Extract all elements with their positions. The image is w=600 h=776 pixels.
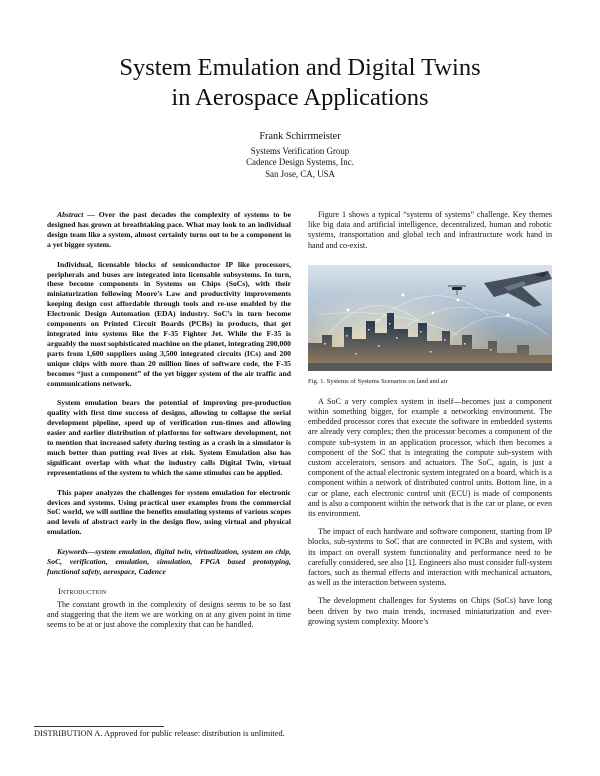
right-column bbox=[308, 210, 552, 635]
intro-paragraph: The constant growth in the complexity of designs seems to be so fast and staggering that the item we are working on at any given point in time seems to be at or just above the complexity that can be handled. bbox=[47, 599, 291, 630]
author-block bbox=[150, 130, 450, 180]
soc-component-paragraph: A SoC a very complex system in itself—becomes just a component within something bigger, for example a networking environment. The embedded processor cores that execute the software in embedded systems are already very complex; then the processor becomes a component of the compute sub-system in an application processor, which then becomes a component of the SoC that is integrating the compute sub-system with custom accelerators, sensors and actuators. The SoC, again, is just a component of the actual electronic system integrated on a board, which is a component within a network of distributed control units. Bottom line, in a car or plane, each electronic control unit (ECU) is made of components and is also a component within the network that is the car or plane, or even its environment. bbox=[308, 396, 552, 519]
abstract-paragraph-3: System emulation bears the potential of improving pre-production quality with first time success of designs, allowing to collapse the serial development pipeline, speed up of verification run-times and allowing easier and earlier distribution of platforms for software development, not to mention that increased safety during testing as a crash in a simulator is much better than putting real lives at risk. System Emulation also has significant overlap with what the industry calls Digital Twin, virtual representations of the system to which the same stimulus can be applied. bbox=[47, 398, 291, 477]
development-challenges-paragraph: The development challenges for Systems on Chips (SoCs) have long been driven by two main trends, increased miniaturization and ever-growing system complexity. Moore’s bbox=[308, 596, 552, 626]
affiliation-location: San Jose, CA, USA bbox=[265, 168, 335, 179]
abstract-label: Abstract — bbox=[57, 210, 95, 219]
component-impact-paragraph: The impact of each hardware and software component, starting from IP blocks, sub-systems to SoC that are connected in PCBs and system, with its impact on overall system functionality and performance need to be carefully considered, see also [1]. Engineers also must consider full-system factors, such as thermal effects and interaction with mechanical actuators, as well as the interaction between systems. bbox=[308, 527, 552, 588]
city-network-illustration bbox=[308, 265, 552, 371]
footnote: DISTRIBUTION A. Approved for public release: distribution is unlimited. bbox=[34, 729, 285, 738]
title-line-1: System Emulation and Digital Twins bbox=[119, 54, 481, 81]
abstract-text: Over the past decades the complexity of systems to be designed has grown at breathtaking pace. What may look to an individual design team like a system, almost certainly turns out to be a component in a yet bigger system. bbox=[47, 210, 291, 249]
keywords: Keywords—system emulation, digital twin, virtualization, system on chip, SoC, verification, emulation, simulation, FPGA based prototyping, functional safety, aerospace, Cadence bbox=[47, 547, 291, 576]
affiliation-group: Systems Verification Group bbox=[250, 146, 350, 156]
author-name: Frank Schirrmeister bbox=[259, 131, 341, 142]
left-column bbox=[47, 210, 291, 631]
abstract-paragraph bbox=[47, 210, 291, 250]
abstract-paragraph-2: Individual, licensable blocks of semiconductor IP like processors, peripherals and buses are integrated into licensable subsystems. In turn, these become components in Systems on Chips (SoCs), with their miniaturization following Moore’s Law and productivity improvements keeping design cost affordable through tools and re-use enabled by the Electronic Design Automation (EDA) industry. SoC’s in turn become components on Printed Circuit Boards (PCBs) in products, that get integrated into systems like the F-35 Fighter Jet. While the F-35 is arguably the most sophisticated machine on the planet, integrating 200,000 parts from 1,600 suppliers using 3,500 integrated circuits (ICs) and 200 unique chips with more than 20 million lines of software code, the F-35 becomes “just a component” of the yet bigger system of the air traffic and communications network. bbox=[47, 259, 291, 388]
section-heading-introduction: Introduction bbox=[58, 586, 107, 596]
figure-1-caption: Fig. 1. Systems of Systems Scenarios on land and air bbox=[308, 377, 448, 385]
footnote-rule bbox=[34, 726, 164, 727]
figure-intro-paragraph: Figure 1 shows a typical “systems of systems” challenge. Key themes like big data and artificial intelligence, decentralized, human and robotic systems, transportation and global tech and infrastructure work hand in hand and co-exist. bbox=[308, 210, 552, 250]
abstract-paragraph-4: This paper analyzes the challenges for system emulation for electronic devices and systems. Using practical user examples from the commercial SoC world, we will outline the benefits emulating systems of various scopes and levels of abstract early in the design flow, using virtual and physical emulation. bbox=[47, 487, 291, 537]
affiliation-company: Cadence Design Systems, Inc. bbox=[246, 157, 354, 168]
paper-title bbox=[60, 53, 540, 113]
title-line-2: in Aerospace Applications bbox=[171, 84, 429, 111]
figure-1-image bbox=[308, 265, 552, 371]
